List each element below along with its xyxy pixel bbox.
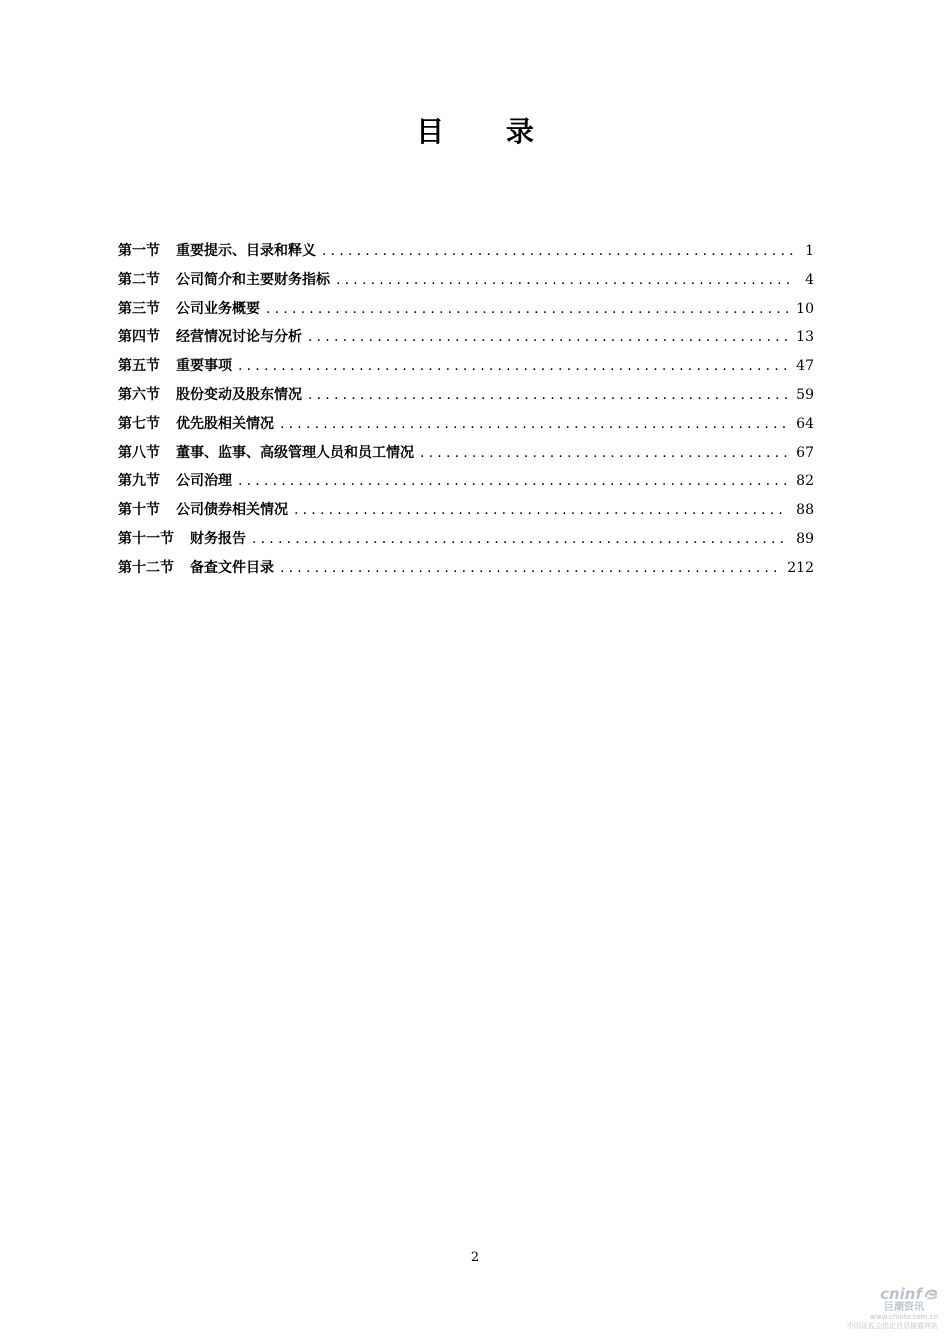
- toc-entry-7[interactable]: [118, 412, 814, 441]
- toc-section-title: 公司治理: [176, 473, 232, 490]
- toc-page-number: 1: [805, 243, 814, 259]
- toc-dot-leader: [280, 556, 779, 580]
- toc-dot-leader: [252, 527, 788, 551]
- toc-dot-leader: [280, 412, 788, 436]
- toc-section-title: 公司业务概要: [176, 300, 260, 317]
- toc-section-label: 第六节: [118, 386, 160, 403]
- watermark-logo-text: cninf: [880, 1285, 922, 1303]
- toc-entry-11[interactable]: [118, 527, 814, 556]
- toc-section-label: 第十二节: [118, 559, 174, 576]
- toc-section-title: 公司简介和主要财务指标: [176, 271, 330, 288]
- toc-entry-2[interactable]: [118, 268, 814, 297]
- toc-page-number: 82: [796, 473, 814, 490]
- page-number: 2: [470, 1250, 480, 1265]
- toc-section-label: 第一节: [118, 243, 160, 259]
- toc-dot-leader: [308, 383, 788, 407]
- toc-section-label: 第四节: [118, 329, 160, 346]
- toc-page-number: 13: [796, 329, 814, 346]
- toc-dot-leader: [238, 354, 788, 378]
- table-of-contents: [118, 239, 814, 585]
- toc-page-number: 64: [796, 415, 814, 432]
- watermark-cn-name: 巨潮资讯: [884, 1302, 924, 1313]
- toc-section-title: 财务报告: [190, 530, 246, 547]
- toc-page-number: 67: [796, 444, 814, 461]
- toc-section-label: 第二节: [118, 271, 160, 288]
- toc-section-label: 第三节: [118, 300, 160, 317]
- toc-section-label: 第十节: [118, 502, 160, 519]
- toc-entry-8[interactable]: [118, 441, 814, 470]
- watermark-org: 中国证监会指定信息披露网站: [847, 1322, 938, 1330]
- toc-dot-leader: [238, 469, 788, 493]
- toc-page-number: 212: [787, 559, 814, 576]
- toc-section-title: 股份变动及股东情况: [176, 386, 302, 403]
- toc-page-number: 89: [796, 530, 814, 547]
- toc-dot-leader: [294, 498, 788, 522]
- toc-entry-5[interactable]: [118, 354, 814, 383]
- toc-entry-6[interactable]: [118, 383, 814, 412]
- toc-page-number: 10: [796, 300, 814, 317]
- watermark-logo: [838, 1286, 938, 1302]
- toc-section-label: 第五节: [118, 358, 160, 375]
- toc-section-label: 第九节: [118, 473, 160, 490]
- toc-dot-leader: [336, 268, 796, 292]
- toc-entry-10[interactable]: [118, 498, 814, 527]
- toc-section-label: 第八节: [118, 444, 160, 461]
- toc-section-title: 经营情况讨论与分析: [176, 329, 302, 346]
- toc-entry-12[interactable]: [118, 556, 814, 585]
- toc-section-title: 重要事项: [176, 358, 232, 375]
- toc-page-number: 59: [796, 386, 814, 403]
- toc-entry-9[interactable]: [118, 469, 814, 498]
- cninfo-watermark: [838, 1286, 938, 1338]
- toc-dot-leader: [266, 297, 788, 321]
- watermark-url: www.cninfo.com.cn: [870, 1313, 938, 1321]
- toc-page-number: 47: [796, 358, 814, 375]
- toc-dot-leader: [308, 325, 788, 349]
- toc-dot-leader: [420, 441, 788, 465]
- toc-section-title: 董事、监事、高级管理人员和员工情况: [176, 444, 414, 461]
- toc-section-title: 优先股相关情况: [176, 415, 274, 432]
- toc-section-label: 第十一节: [118, 530, 174, 547]
- toc-entry-3[interactable]: [118, 297, 814, 326]
- toc-entry-4[interactable]: [118, 325, 814, 354]
- toc-section-title: 重要提示、目录和释义: [176, 243, 316, 259]
- cninfo-swirl-logo-icon: [924, 1287, 938, 1301]
- toc-section-label: 第七节: [118, 415, 160, 432]
- toc-page-number: 4: [805, 271, 814, 288]
- toc-page-number: 88: [796, 502, 814, 519]
- toc-section-title: 公司债券相关情况: [176, 502, 288, 519]
- toc-section-title: 备查文件目录: [190, 559, 274, 576]
- toc-dot-leader: [322, 239, 796, 263]
- page-title: 目 录: [416, 115, 560, 148]
- toc-entry-1[interactable]: [118, 239, 814, 268]
